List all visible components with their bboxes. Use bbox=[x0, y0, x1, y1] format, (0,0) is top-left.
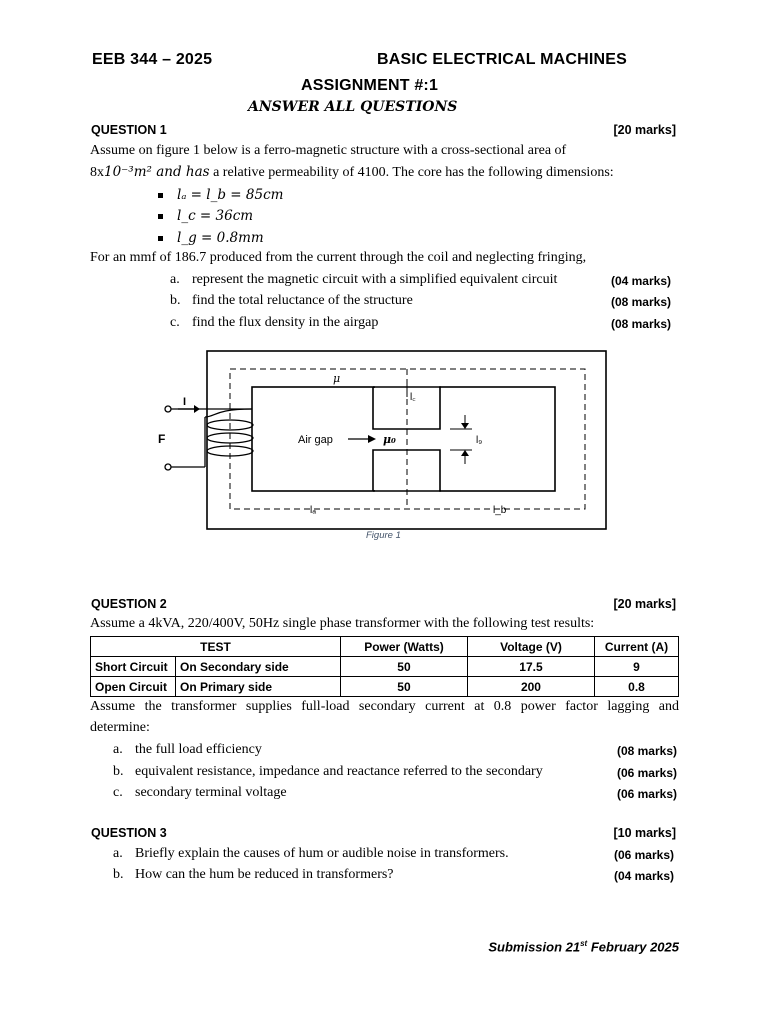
bullet-icon bbox=[158, 214, 163, 219]
bullet-icon bbox=[158, 193, 163, 198]
label-mu0: μ₀ bbox=[383, 433, 396, 446]
question-2-title: QUESTION 2 bbox=[91, 597, 167, 611]
q2-part-a-letter: a. bbox=[113, 742, 123, 757]
table-cell: 50 bbox=[340, 657, 467, 677]
q1-part-c-text: find the flux density in the airgap bbox=[192, 315, 379, 330]
q3-part-a-marks: (06 marks) bbox=[613, 848, 674, 862]
dimension-item: lₐ = l_b = 85cm bbox=[158, 186, 283, 204]
q3-part-a-letter: a. bbox=[113, 846, 123, 861]
q2-assume-line: Assume the transformer supplies full-load secondary current at 0.8 power factor lagging and bbox=[90, 699, 679, 714]
label-airgap: Air gap bbox=[298, 434, 333, 446]
test-results-table bbox=[90, 636, 679, 697]
table-header-cell: Current (A) bbox=[594, 637, 678, 657]
table-header-cell: TEST bbox=[91, 637, 341, 657]
label-lc: l꜀ bbox=[410, 392, 416, 403]
q2-part-b-text: equivalent resistance, impedance and reactance referred to the secondary bbox=[135, 764, 543, 779]
q1-part-b-text: find the total reluctance of the structure bbox=[192, 293, 413, 308]
question-1-title: QUESTION 1 bbox=[91, 123, 167, 137]
instruction: ANSWER ALL QUESTIONS bbox=[248, 99, 458, 115]
question-2-marks: [20 marks] bbox=[613, 597, 676, 611]
q1-part-a-marks: (04 marks) bbox=[610, 274, 671, 288]
table-cell: 9 bbox=[594, 657, 678, 677]
question-1-marks: [20 marks] bbox=[613, 123, 676, 137]
label-lb: l_b bbox=[493, 505, 507, 516]
label-lg: l₉ bbox=[476, 435, 483, 446]
q1-part-c-marks: (08 marks) bbox=[610, 317, 671, 331]
q2-part-c-marks: (06 marks) bbox=[616, 787, 677, 801]
table-cell: On Secondary side bbox=[176, 657, 341, 677]
current-arrow-icon bbox=[194, 405, 200, 413]
q1-part-b-marks: (08 marks) bbox=[610, 295, 671, 309]
table-cell: 200 bbox=[467, 677, 594, 697]
figure-caption: Figure 1 bbox=[366, 530, 401, 541]
q3-part-a-text: Briefly explain the causes of hum or audible noise in transformers. bbox=[135, 846, 509, 861]
q2-part-c-text: secondary terminal voltage bbox=[135, 785, 287, 800]
table-header-cell: Power (Watts) bbox=[340, 637, 467, 657]
table-row bbox=[91, 657, 679, 677]
q1-part-a-text: represent the magnetic circuit with a simplified equivalent circuit bbox=[192, 272, 558, 287]
dimension-item: l_c = 36cm bbox=[158, 207, 253, 225]
q1-intro-line2 bbox=[90, 164, 614, 181]
table-header-cell: Voltage (V) bbox=[467, 637, 594, 657]
q1-intro-line1: Assume on figure 1 below is a ferro-magnetic structure with a cross-sectional area of bbox=[90, 143, 567, 158]
table-cell: Short Circuit bbox=[91, 657, 176, 677]
table-cell: On Primary side bbox=[176, 677, 341, 697]
q1-area-math: 10⁻³m² and has bbox=[104, 164, 210, 180]
q2-part-b-letter: b. bbox=[113, 764, 124, 779]
figure-1-magnetic-core-diagram bbox=[150, 345, 620, 545]
question-3-title: QUESTION 3 bbox=[91, 826, 167, 840]
q1-part-b-letter: b. bbox=[170, 293, 181, 308]
course-title: BASIC ELECTRICAL MACHINES bbox=[377, 51, 628, 68]
q2-part-c-letter: c. bbox=[113, 785, 123, 800]
q1-intro-rest: a relative permeability of 4100. The core has the following dimensions: bbox=[209, 165, 614, 180]
core-inner-right-window bbox=[440, 387, 555, 491]
assignment-title: ASSIGNMENT #:1 bbox=[301, 77, 439, 94]
table-cell: 50 bbox=[340, 677, 467, 697]
submission-date: Submission 21st February 2025 bbox=[488, 939, 679, 955]
table-row bbox=[91, 677, 679, 697]
table-cell: Open Circuit bbox=[91, 677, 176, 697]
q3-part-b-text: How can the hum be reduced in transformers? bbox=[135, 867, 394, 882]
q2-part-a-text: the full load efficiency bbox=[135, 742, 262, 757]
course-code: EEB 344 – 2025 bbox=[92, 51, 213, 68]
q2-intro: Assume a 4kVA, 220/400V, 50Hz single phase transformer with the following test results: bbox=[90, 616, 595, 631]
table-cell: 17.5 bbox=[467, 657, 594, 677]
q3-part-b-letter: b. bbox=[113, 867, 124, 882]
q3-part-b-marks: (04 marks) bbox=[613, 869, 674, 883]
table-cell: 0.8 bbox=[594, 677, 678, 697]
coil-winding bbox=[170, 409, 253, 467]
q2-determine: determine: bbox=[90, 720, 150, 735]
q1-area-prefix: 8x bbox=[90, 165, 104, 180]
q1-part-c-letter: c. bbox=[170, 315, 180, 330]
terminal-top bbox=[165, 406, 171, 412]
q2-part-a-marks: (08 marks) bbox=[616, 744, 677, 758]
dimension-item: l_g = 0.8mm bbox=[158, 229, 264, 247]
label-la: lₐ bbox=[310, 505, 316, 516]
question-3-marks: [10 marks] bbox=[613, 826, 676, 840]
label-mmf: F bbox=[158, 432, 166, 446]
bullet-icon bbox=[158, 236, 163, 241]
table-header-row bbox=[91, 637, 679, 657]
label-current: I bbox=[183, 396, 187, 408]
q1-part-a-letter: a. bbox=[170, 272, 180, 287]
label-mu: μ bbox=[333, 372, 341, 385]
q2-part-b-marks: (06 marks) bbox=[616, 766, 677, 780]
q1-mmf-line: For an mmf of 186.7 produced from the current through the coil and neglecting fringing, bbox=[90, 250, 587, 265]
terminal-bottom bbox=[165, 464, 171, 470]
